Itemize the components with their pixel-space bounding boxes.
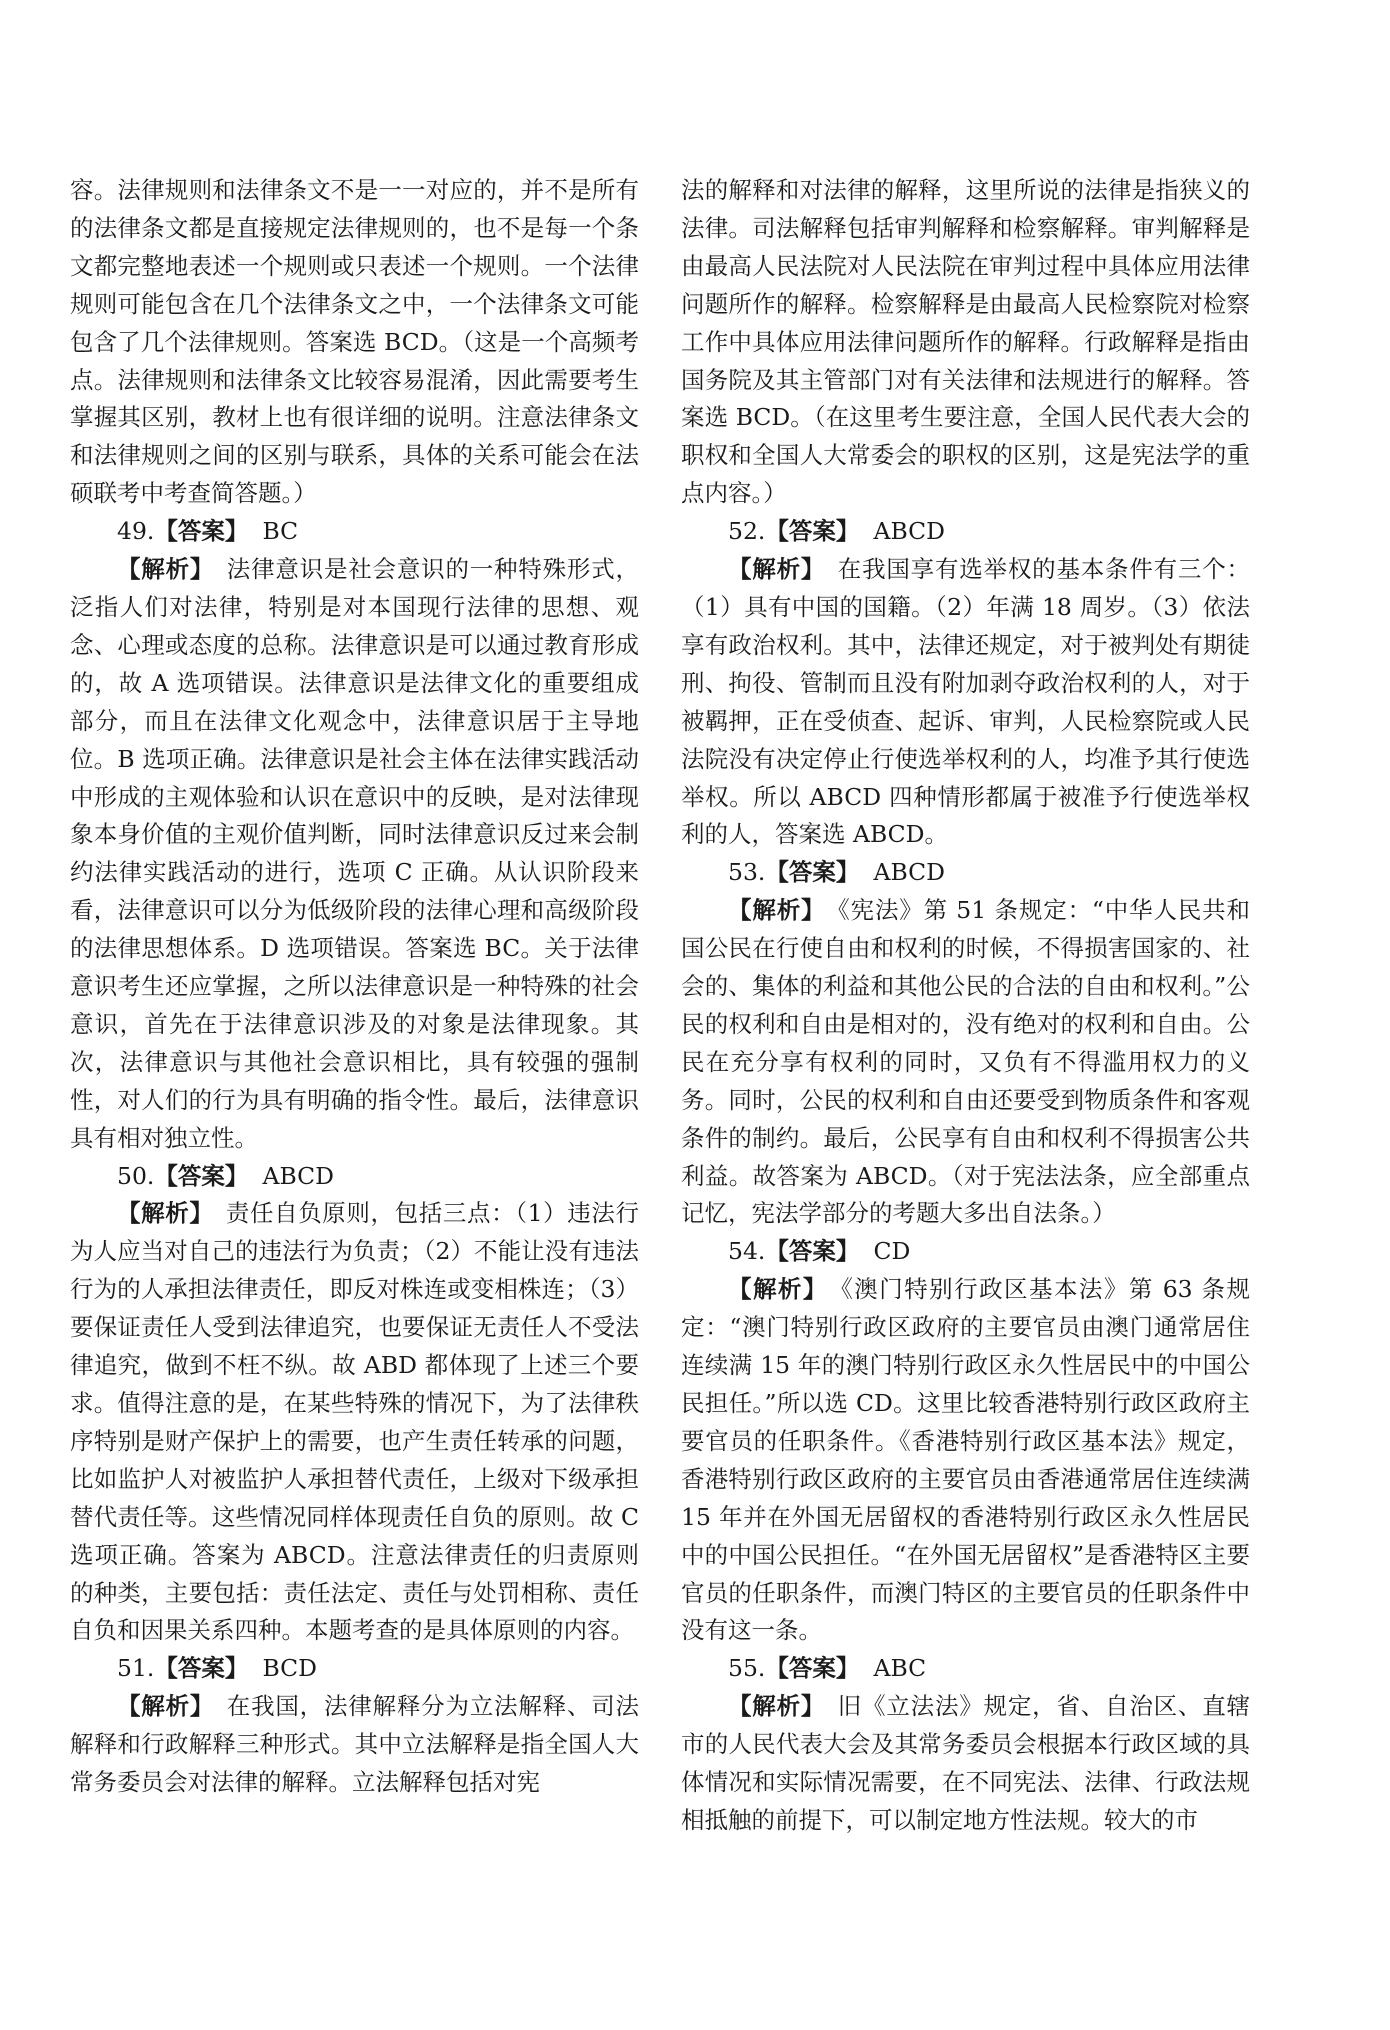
analysis-text: 在我国，法律解释分为立法解释、司法解释和行政解释三种形式。其中立法解释是指全国人大常务委员会对法律的解释。立法解释包括对宪 bbox=[70, 1692, 639, 1797]
answer-value: ABC bbox=[873, 1654, 927, 1683]
answer-line-50 bbox=[70, 1158, 639, 1196]
question-number: 50. bbox=[117, 1161, 155, 1190]
answer-line-55 bbox=[681, 1650, 1250, 1688]
analysis-tag: 【解析】 bbox=[117, 1199, 202, 1228]
analysis-text: 《澳门特别行政区基本法》第 63 条规定：“澳门特别行政区政府的主要官员由澳门通常居住连续满 15 年的澳门特别行政区永久性居民中的中国公民担任。”所以选 CD。这里比较香港特别行政区政府主要官员的任职条件。《香港特别行政区基本法》规定，香港特别行政区政府的主要官员由香港通常居住连续满 15 年并在外国无居留权的香港特别行政区永久性居民中的中国公民担任。“在外国无居留权”是香港特区主要官员的任职条件，而澳门特区的主要官员的任职条件中没有这一条。 bbox=[681, 1275, 1250, 1645]
answer-tag: 【答案】 bbox=[765, 1654, 860, 1683]
analysis-52 bbox=[681, 551, 1250, 854]
question-number: 49. bbox=[117, 517, 155, 546]
question-number: 54. bbox=[728, 1237, 766, 1266]
analysis-text: 在我国享有选举权的基本条件有三个：（1）具有中国的国籍。（2）年满 18 周岁。（3）依法享有政治权利。其中，法律还规定，对于被判处有期徒刑、拘役、管制而且没有附加剥夺政治权利的人，对于被羁押，正在受侦查、起诉、审判，人民检察院或人民法院没有决定停止行使选举权利的人，均准予其行使选举权。所以 ABCD 四种情形都属于被准予行使选举权利的人，答案选 ABCD。 bbox=[681, 555, 1250, 849]
analysis-tag: 【解析】 bbox=[728, 896, 814, 925]
left-column bbox=[70, 172, 639, 1952]
analysis-tag: 【解析】 bbox=[728, 1275, 817, 1304]
answer-tag: 【答案】 bbox=[765, 858, 860, 887]
answer-tag: 【答案】 bbox=[765, 1237, 860, 1266]
analysis-text: 责任自负原则，包括三点：（1）违法行为人应当对自己的违法行为负责；（2）不能让没有违法行为的人承担法律责任，即反对株连或变相株连；（3）要保证责任人受到法律追究，也要保证无责任人不受法律追究，做到不枉不纵。故 ABD 都体现了上述三个要求。值得注意的是，在某些特殊的情况下，为了法律秩序特别是财产保护上的需要，也产生责任转承的问题，比如监护人对被监护人承担替代责任，上级对下级承担替代责任等。这些情况同样体现责任自负的原则。故 C 选项正确。答案为 ABCD。注意法律责任的归责原则的种类，主要包括：责任法定、责任与处罚相称、责任自负和因果关系四种。本题考查的是具体原则的内容。 bbox=[70, 1199, 639, 1645]
analysis-49 bbox=[70, 551, 639, 1158]
answer-tag: 【答案】 bbox=[154, 1161, 249, 1190]
answer-value: ABCD bbox=[873, 517, 945, 546]
answer-tag: 【答案】 bbox=[765, 517, 860, 546]
question-number: 52. bbox=[728, 517, 766, 546]
answer-tag: 【答案】 bbox=[154, 1654, 249, 1683]
right-lead-paragraph: 法的解释和对法律的解释，这里所说的法律是指狭义的法律。司法解释包括审判解释和检察解释。审判解释是由最高人民法院对人民法院在审判过程中具体应用法律问题所作的解释。检察解释是由最高人民检察院对检察工作中具体应用法律问题所作的解释。行政解释是指由国务院及其主管部门对有关法律和法规进行的解释。答案选 BCD。（在这里考生要注意，全国人民代表大会的职权和全国人大常委会的职权的区别，这是宪法学的重点内容。） bbox=[681, 176, 1250, 508]
answer-tag: 【答案】 bbox=[154, 517, 249, 546]
analysis-text: 旧《立法法》规定，省、自治区、直辖市的人民代表大会及其常务委员会根据本行政区域的具体情况和实际情况需要，在不同宪法、法律、行政法规相抵触的前提下，可以制定地方性法规。较大的市 bbox=[681, 1692, 1250, 1834]
question-number: 55. bbox=[728, 1654, 766, 1683]
analysis-tag: 【解析】 bbox=[117, 1692, 203, 1721]
analysis-50 bbox=[70, 1195, 639, 1650]
answer-line-51 bbox=[70, 1650, 639, 1688]
right-column bbox=[681, 172, 1250, 1952]
analysis-55 bbox=[681, 1688, 1250, 1840]
left-lead-paragraph: 容。法律规则和法律条文不是一一对应的，并不是所有的法律条文都是直接规定法律规则的，也不是每一个条文都完整地表述一个规则或只表述一个规则。一个法律规则可能包含在几个法律条文之中，一个法律条文可能包含了几个法律规则。答案选 BCD。（这是一个高频考点。法律规则和法律条文比较容易混淆，因此需要考生掌握其区别，教材上也有很详细的说明。注意法律条文和法律规则之间的区别与联系，具体的关系可能会在法硕联考中考查简答题。） bbox=[70, 176, 639, 508]
answer-line-49 bbox=[70, 513, 639, 551]
answer-line-53 bbox=[681, 854, 1250, 892]
analysis-51 bbox=[70, 1688, 639, 1802]
answer-value: CD bbox=[873, 1237, 911, 1266]
analysis-54 bbox=[681, 1271, 1250, 1650]
answer-value: BCD bbox=[262, 1654, 317, 1683]
analysis-tag: 【解析】 bbox=[728, 1692, 814, 1721]
answer-value: ABCD bbox=[873, 858, 945, 887]
question-number: 53. bbox=[728, 858, 766, 887]
analysis-53 bbox=[681, 892, 1250, 1233]
analysis-tag: 【解析】 bbox=[728, 555, 814, 584]
question-number: 51. bbox=[117, 1654, 155, 1683]
analysis-text: 《宪法》第 51 条规定：“中华人民共和国公民在行使自由和权利的时候，不得损害国家的、社会的、集体的利益和其他公民的合法的自由和权利。”公民的权利和自由是相对的，没有绝对的权利和自由。公民在充分享有权利的同时，又负有不得滥用权力的义务。同时，公民的权利和自由还要受到物质条件和客观条件的制约。最后，公民享有自由和权利不得损害公共利益。故答案为 ABCD。（对于宪法法条，应全部重点记忆，宪法学部分的考题大多出自法条。） bbox=[681, 896, 1250, 1228]
answer-line-54 bbox=[681, 1233, 1250, 1271]
analysis-tag: 【解析】 bbox=[117, 555, 203, 584]
answer-value: ABCD bbox=[262, 1161, 334, 1190]
analysis-text: 法律意识是社会意识的一种特殊形式，泛指人们对法律，特别是对本国现行法律的思想、观念、心理或态度的总称。法律意识是可以通过教育形成的，故 A 选项错误。法律意识是法律文化的重要组成部分，而且在法律文化观念中，法律意识居于主导地位。B 选项正确。法律意识是社会主体在法律实践活动中形成的主观体验和认识在意识中的反映，是对法律现象本身价值的主观价值判断，同时法律意识反过来会制约法律实践活动的进行，选项 C 正确。从认识阶段来看，法律意识可以分为低级阶段的法律心理和高级阶段的法律思想体系。D 选项错误。答案选 BC。关于法律意识考生还应掌握，之所以法律意识是一种特殊的社会意识，首先在于法律意识涉及的对象是法律现象。其次，法律意识与其他社会意识相比，具有较强的强制性，对人们的行为具有明确的指令性。最后，法律意识具有相对独立性。 bbox=[70, 555, 639, 1152]
answer-line-52 bbox=[681, 513, 1250, 551]
answer-value: BC bbox=[262, 517, 299, 546]
